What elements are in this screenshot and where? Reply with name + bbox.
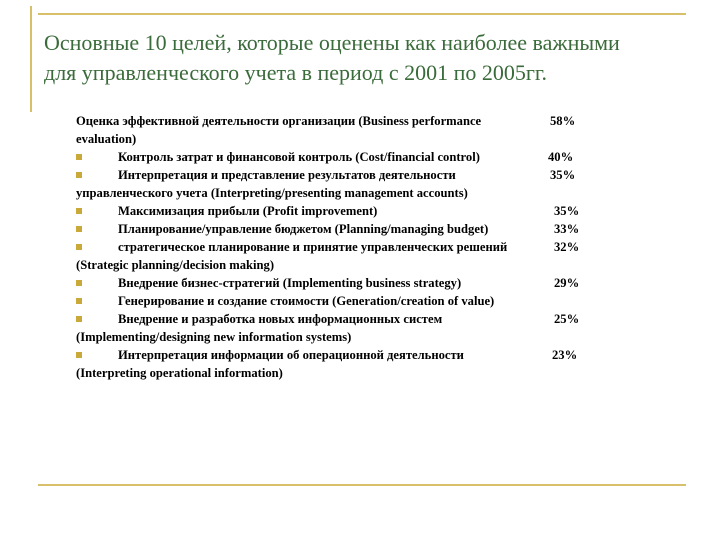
- goals-list: [76, 112, 616, 382]
- list-item-text: Контроль затрат и финансовой контроль (Cost/financial control): [118, 150, 480, 164]
- left-accent-rule: [30, 6, 32, 112]
- list-item: [76, 148, 616, 166]
- list-item-text: Интерпретация информации об операционной деятельности (Interpreting operational information): [76, 348, 464, 380]
- list-item: [76, 274, 616, 292]
- square-bullet-icon: [76, 298, 82, 304]
- square-bullet-icon: [76, 280, 82, 286]
- square-bullet-icon: [76, 208, 82, 214]
- square-bullet-icon: [76, 154, 82, 160]
- list-item: [76, 202, 616, 220]
- list-item-percent: 25%: [554, 312, 580, 326]
- slide-title: Основные 10 целей, которые оценены как наиболее важными для управленческого учета в период с 2001 по 2005гг.: [44, 30, 620, 85]
- list-item: [76, 346, 616, 382]
- list-item-text: Внедрение и разработка новых информационных систем (Implementing/designing new information systems): [76, 312, 443, 344]
- list-item-percent: 35%: [554, 204, 580, 218]
- list-item-text: Оценка эффективной деятельности организации (Business performance evaluation): [76, 114, 482, 146]
- list-item-text: Максимизация прибыли (Profit improvement): [118, 204, 378, 218]
- list-item-percent: 35%: [550, 168, 576, 182]
- square-bullet-icon: [76, 226, 82, 232]
- bottom-accent-rule: [38, 484, 686, 486]
- list-item-percent: 33%: [554, 222, 580, 236]
- list-item-percent: 32%: [554, 240, 580, 254]
- list-item-text: Внедрение бизнес-стратегий (Implementing business strategy): [118, 276, 462, 290]
- square-bullet-icon: [76, 244, 82, 250]
- square-bullet-icon: [76, 172, 82, 178]
- list-item-text: Планирование/управление бюджетом (Planning/managing budget): [118, 222, 489, 236]
- list-item: [76, 166, 616, 202]
- list-item-percent: 29%: [554, 276, 580, 290]
- list-item: [76, 220, 616, 238]
- square-bullet-icon: [76, 352, 82, 358]
- list-item-text: стратегическое планирование и принятие управленческих решений (Strategic planning/decision making): [76, 240, 508, 272]
- list-item-text: Генерирование и создание стоимости (Generation/creation of value): [118, 294, 495, 308]
- top-accent-rule: [38, 13, 686, 15]
- list-item-percent: 40%: [548, 150, 574, 164]
- list-item: [76, 310, 616, 346]
- list-item-percent: 58%: [550, 114, 576, 128]
- list-item: [76, 292, 616, 310]
- list-item-text: Интерпретация и представление результатов деятельности управленческого учета (Interpreting/presenting management accounts): [76, 168, 468, 200]
- square-bullet-icon: [76, 316, 82, 322]
- list-item: [76, 112, 616, 148]
- list-item: [76, 238, 616, 274]
- list-item-percent: 23%: [552, 348, 578, 362]
